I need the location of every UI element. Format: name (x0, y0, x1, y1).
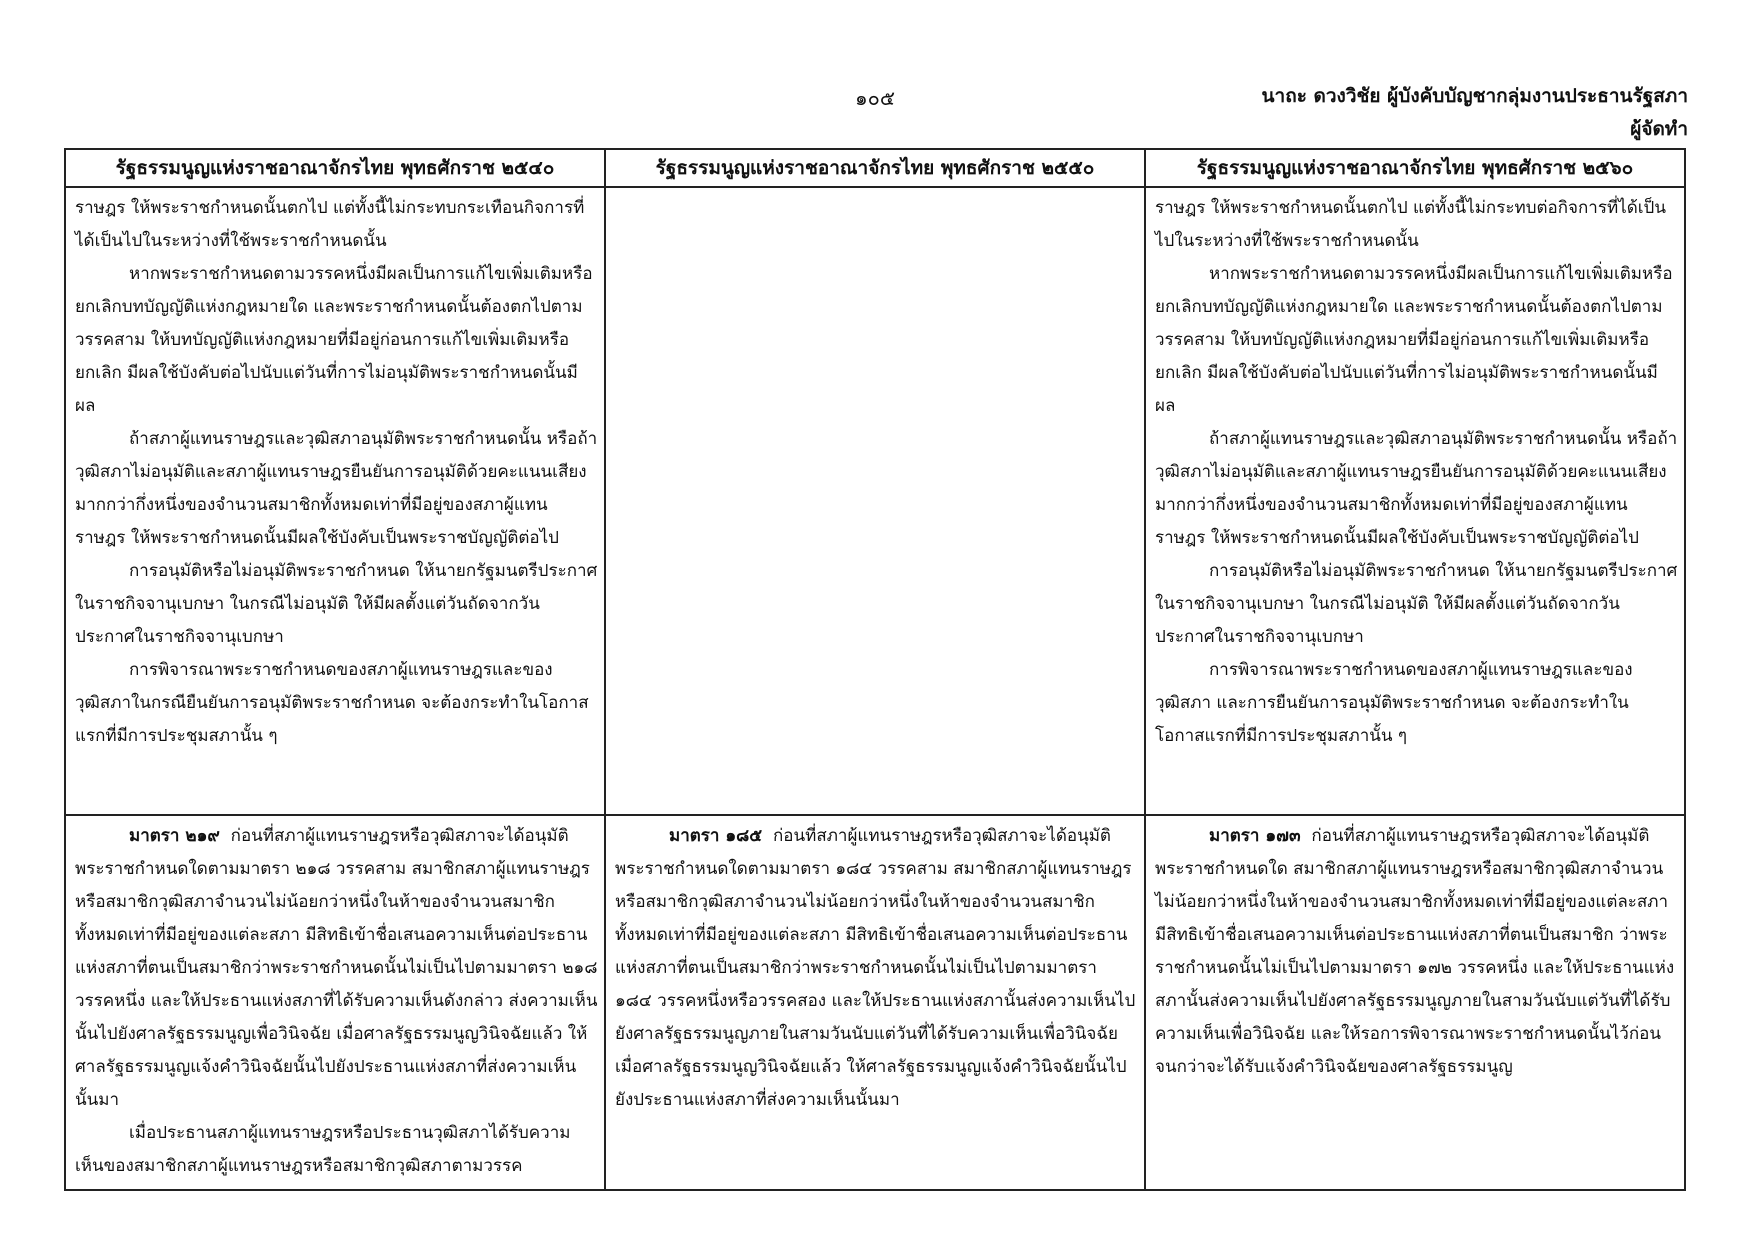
paragraph: เมื่อประธานสภาผู้แทนราษฎรหรือประธานวุฒิสภาได้รับความเห็นของสมาชิกสภาผู้แทนราษฎรหรือสมาชิกวุฒิสภาตามวรรค (75, 1123, 571, 1176)
section-text: ก่อนที่สภาผู้แทนราษฎรหรือวุฒิสภาจะได้อนุมัติพระราชกำหนดใด สมาชิกสภาผู้แทนราษฎรหรือสมาชิกวุฒิสภาจำนวนไม่น้อยกว่าหนึ่งในห้าของจำนวนสมาชิกทั้งหมดเท่าที่มีอยู่ของแต่ละสภา มีสิทธิเข้าชื่อเสนอความเห็นต่อประธานแห่งสภาที่ตนเป็นสมาชิก ว่าพระราชกำหนดนั้นไม่เป็นไปตามมาตรา ๑๗๒ วรรคหนึ่ง และให้ประธานแห่งสภานั้นส่งความเห็นไปยังศาลรัฐธรรมนูญภายในสามวันนับแต่วันที่ได้รับความเห็นเพื่อวินิจฉัย และให้รอการพิจารณาพระราชกำหนดนั้นไว้ก่อนจนกว่าจะได้รับแจ้งคำวินิจฉัยของศาลรัฐธรรมนูญ (1155, 826, 1675, 1077)
section-paragraph (615, 820, 1138, 1117)
column-header-2550: รัฐธรรมนูญแห่งราชอาณาจักรไทย พุทธศักราช ๒๕๕๐ (605, 149, 1145, 187)
section-label: มาตรา ๑๘๕ (669, 826, 763, 846)
paragraph: การพิจารณาพระราชกำหนดของสภาผู้แทนราษฎรและของวุฒิสภา และการยืนยันการอนุมัติพระราชกำหนด จะต้องกระทำในโอกาสแรกที่มีการประชุมสภานั้น ๆ (1155, 660, 1633, 746)
author-credit (1262, 80, 1688, 146)
section-text: ก่อนที่สภาผู้แทนราษฎรหรือวุฒิสภาจะได้อนุมัติพระราชกำหนดใดตามมาตรา ๑๘๔ วรรคสาม สมาชิกสภาผู้แทนราษฎรหรือสมาชิกวุฒิสภาจำนวนไม่น้อยกว่าหนึ่งในห้าของจำนวนสมาชิกทั้งหมดเท่าที่มีอยู่ของแต่ละสภา มีสิทธิเข้าชื่อเสนอความเห็นต่อประธานแห่งสภาที่ตนเป็นสมาชิกว่าพระราชกำหนดนั้นไม่เป็นไปตามมาตรา ๑๘๔ วรรคหนึ่งหรือวรรคสอง และให้ประธานแห่งสภานั้นส่งความเห็นไปยังศาลรัฐธรรมนูญภายในสามวันนับแต่วันที่ได้รับความเห็นเพื่อวินิจฉัย เมื่อศาลรัฐธรรมนูญวินิจฉัยแล้ว ให้ศาลรัฐธรรมนูญแจ้งคำวินิจฉัยนั้นไปยังประธานแห่งสภาที่ส่งความเห็นนั้นมา (615, 826, 1136, 1110)
section-paragraph (75, 820, 598, 1117)
paragraph: ราษฎร ให้พระราชกำหนดนั้นตกไป แต่ทั้งนี้ไม่กระทบกระเทือนกิจการที่ได้เป็นไปในระหว่างที่ใช้พระราชกำหนดนั้น (75, 198, 585, 251)
table-row (65, 187, 1685, 815)
paragraph: หากพระราชกำหนดตามวรรคหนึ่งมีผลเป็นการแก้ไขเพิ่มเติมหรือยกเลิกบทบัญญัติแห่งกฎหมายใด และพระราชกำหนดนั้นต้องตกไปตามวรรคสาม ให้บทบัญญัติแห่งกฎหมายที่มีอยู่ก่อนการแก้ไขเพิ่มเติมหรือยกเลิก มีผลใช้บังคับต่อไปนับแต่วันที่การไม่อนุมัติพระราชกำหนดนั้นมีผล (75, 264, 593, 416)
column-header-2560: รัฐธรรมนูญแห่งราชอาณาจักรไทย พุทธศักราช ๒๕๖๐ (1145, 149, 1685, 187)
section-paragraph (1155, 820, 1678, 1084)
constitution-comparison-table (64, 148, 1686, 1191)
author-name-line: นาถะ ดวงวิชัย ผู้บังคับบัญชากลุ่มงานประธานรัฐสภา (1261, 85, 1688, 107)
paragraph: ราษฎร ให้พระราชกำหนดนั้นตกไป แต่ทั้งนี้ไม่กระทบต่อกิจการที่ได้เป็นไปในระหว่างที่ใช้พระราชกำหนดนั้น (1155, 198, 1666, 251)
section-label: มาตรา ๑๗๓ (1209, 826, 1301, 846)
paragraph: การอนุมัติหรือไม่อนุมัติพระราชกำหนด ให้นายกรัฐมนตรีประกาศในราชกิจจานุเบกษา ในกรณีไม่อนุมัติ ให้มีผลตั้งแต่วันถัดจากวันประกาศในราชกิจจานุเบกษา (75, 561, 598, 647)
paragraph: การอนุมัติหรือไม่อนุมัติพระราชกำหนด ให้นายกรัฐมนตรีประกาศในราชกิจจานุเบกษา ในกรณีไม่อนุมัติ ให้มีผลตั้งแต่วันถัดจากวันประกาศในราชกิจจานุเบกษา (1155, 561, 1678, 647)
paragraph: ถ้าสภาผู้แทนราษฎรและวุฒิสภาอนุมัติพระราชกำหนดนั้น หรือถ้าวุฒิสภาไม่อนุมัติและสภาผู้แทนราษฎรยืนยันการอนุมัติด้วยคะแนนเสียงมากกว่ากึ่งหนึ่งของจำนวนสมาชิกทั้งหมดเท่าที่มีอยู่ของสภาผู้แทนราษฎร ให้พระราชกำหนดนั้นมีผลใช้บังคับเป็นพระราชบัญญัติต่อไป (1155, 429, 1678, 548)
paragraph: หากพระราชกำหนดตามวรรคหนึ่งมีผลเป็นการแก้ไขเพิ่มเติมหรือยกเลิกบทบัญญัติแห่งกฎหมายใด และพระราชกำหนดนั้นต้องตกไปตามวรรคสาม ให้บทบัญญัติแห่งกฎหมายที่มีอยู่ก่อนการแก้ไขเพิ่มเติมหรือยกเลิก มีผลใช้บังคับต่อไปนับแต่วันที่การไม่อนุมัติพระราชกำหนดนั้นมีผล (1155, 264, 1673, 416)
cell-2550-empty (605, 187, 1145, 815)
paragraph: การพิจารณาพระราชกำหนดของสภาผู้แทนราษฎรและของวุฒิสภาในกรณียืนยันการอนุมัติพระราชกำหนด จะต้องกระทำในโอกาสแรกที่มีการประชุมสภานั้น ๆ (75, 660, 589, 746)
author-role-line: ผู้จัดทำ (1630, 118, 1688, 140)
column-header-2540: รัฐธรรมนูญแห่งราชอาณาจักรไทย พุทธศักราช ๒๕๔๐ (65, 149, 605, 187)
cell-2560-continuation (1145, 187, 1685, 815)
cell-2540-continuation (65, 187, 605, 815)
paragraph: ถ้าสภาผู้แทนราษฎรและวุฒิสภาอนุมัติพระราชกำหนดนั้น หรือถ้าวุฒิสภาไม่อนุมัติและสภาผู้แทนราษฎรยืนยันการอนุมัติด้วยคะแนนเสียงมากกว่ากึ่งหนึ่งของจำนวนสมาชิกทั้งหมดเท่าที่มีอยู่ของสภาผู้แทนราษฎร ให้พระราชกำหนดนั้นมีผลใช้บังคับเป็นพระราชบัญญัติต่อไป (75, 429, 598, 548)
table-row (65, 815, 1685, 1190)
cell-2540-section-219 (65, 815, 605, 1190)
cell-2550-section-185 (605, 815, 1145, 1190)
page-number: ๑๐๕ (854, 86, 896, 110)
cell-2560-section-173 (1145, 815, 1685, 1190)
header-row (65, 149, 1685, 187)
section-label: มาตรา ๒๑๙ (129, 826, 220, 846)
section-text: ก่อนที่สภาผู้แทนราษฎรหรือวุฒิสภาจะได้อนุมัติพระราชกำหนดใดตามมาตรา ๒๑๘ วรรคสาม สมาชิกสภาผู้แทนราษฎรหรือสมาชิกวุฒิสภาจำนวนไม่น้อยกว่าหนึ่งในห้าของจำนวนสมาชิกทั้งหมดเท่าที่มีอยู่ของแต่ละสภา มีสิทธิเข้าชื่อเสนอความเห็นต่อประธานแห่งสภาที่ตนเป็นสมาชิกว่าพระราชกำหนดนั้นไม่เป็นไปตามมาตรา ๒๑๘ วรรคหนึ่ง และให้ประธานแห่งสภาที่ได้รับความเห็นดังกล่าว ส่งความเห็นนั้นไปยังศาลรัฐธรรมนูญเพื่อวินิจฉัย เมื่อศาลรัฐธรรมนูญวินิจฉัยแล้ว ให้ศาลรัฐธรรมนูญแจ้งคำวินิจฉัยนั้นไปยังประธานแห่งสภาที่ส่งความเห็นนั้นมา (75, 826, 598, 1110)
